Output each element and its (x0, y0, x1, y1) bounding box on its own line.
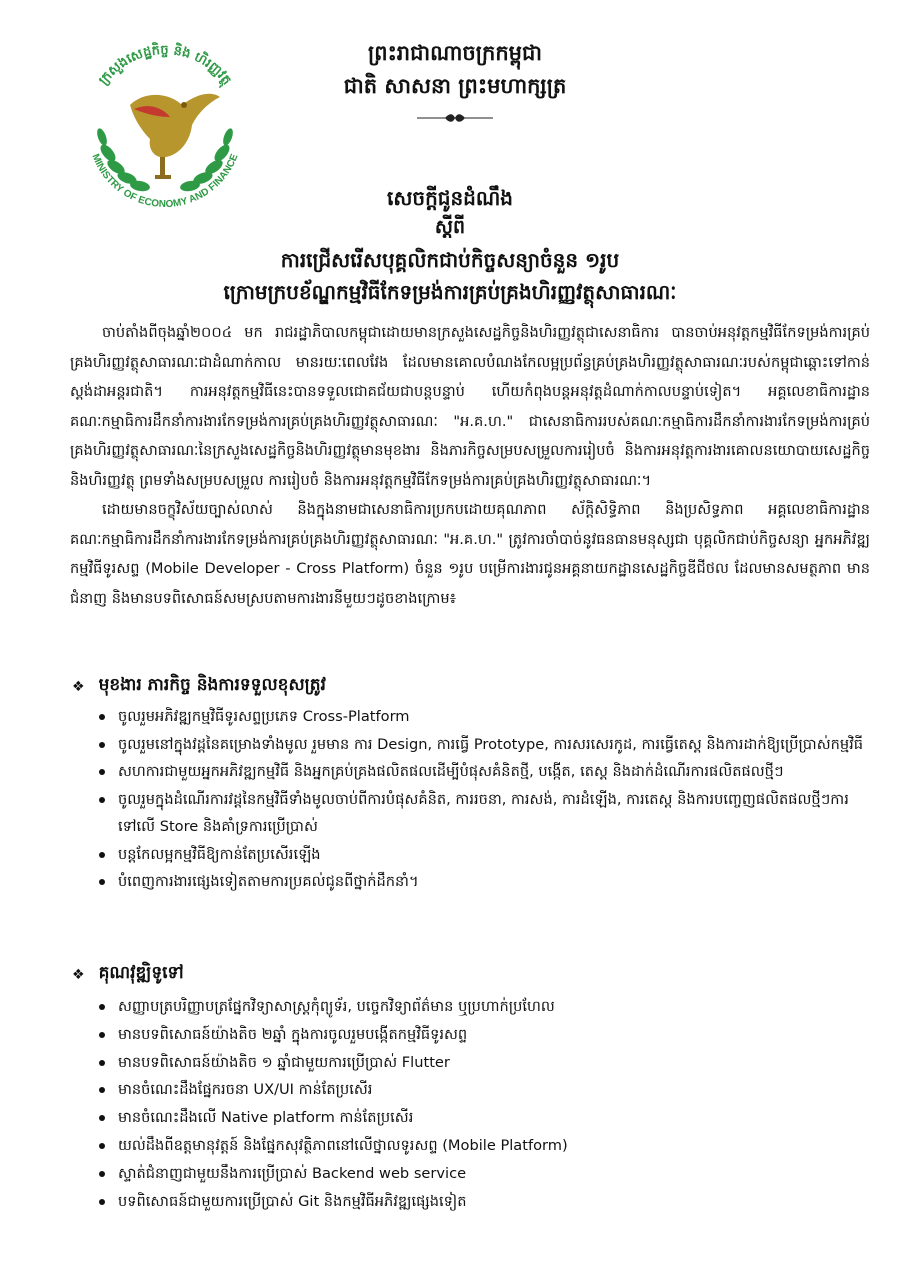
bird-emblem-icon (130, 94, 220, 179)
list-item: ចូលរួមអភិវឌ្ឍកម្មវិធីទូរសព្ទប្រភេទ Cross-Platform (96, 703, 876, 731)
kingdom-title: ព្រះរាជាណាចក្រកម្ពុជា (367, 41, 542, 65)
nation-motto: ជាតិ សាសនា ព្រះមហាក្សត្រ (343, 74, 567, 98)
list-item: ចូលរួមនៅក្នុងវដ្តនៃគម្រោងទាំងមូល រួមមាន ការ Design, ការធ្វើ Prototype, ការសរសេរកូដ, ការធ្វើតេស្ត និងការដាក់ឱ្យប្រើប្រាស់កម្មវិធី (96, 731, 876, 759)
logo-arc-text: ក្រសួងសេដ្ឋកិច្ច និង ហិរញ្ញវត្ថុ (96, 42, 234, 88)
list-item: មានបទពិសោធន៍យ៉ាងតិច ១ ឆ្នាំជាមួយការប្រើប្រាស់ Flutter (96, 1049, 876, 1077)
list-item: បន្តកែលម្អកម្មវិធីឱ្យកាន់តែប្រសើរឡើង (96, 841, 876, 869)
notice-body (70, 318, 870, 613)
section-heading-label: គុណវុឌ្ឍិទូទៅ (98, 963, 184, 983)
logo-ring-text: MINISTRY OF ECONOMY AND FINANCE (89, 152, 241, 211)
duties-list (96, 703, 876, 896)
notice-program: ក្រោមក្របខ័ណ្ឌកម្មវិធីកែទម្រង់ការគ្រប់គ្រងហិរញ្ញវត្ថុសាធារណៈ (223, 280, 677, 304)
list-item: មានបទពិសោធន៍យ៉ាងតិច ២ឆ្នាំ ក្នុងការចូលរួមបង្កើតកម្មវិធីទូរសព្ទ (96, 1021, 876, 1049)
intro-paragraph: ចាប់តាំងពីចុងឆ្នាំ២០០៤ មក រាជរដ្ឋាភិបាលកម្ពុជាដោយមានក្រសួងសេដ្ឋកិច្ចនិងហិរញ្ញវត្ថុជាសេនាធិការ បានចាប់អនុវត្តកម្មវិធីកែទម្រង់ការគ្រប់គ្រងហិរញ្ញវត្ថុសាធារណៈជាដំណាក់កាល មានរយៈពេលវែង ដែលមានគោលបំណងកែលម្អប្រព័ន្ធគ្រប់គ្រងហិរញ្ញវត្ថុសាធារណៈរបស់កម្ពុជាឆ្ពោះទៅកាន់ស្តង់ដាអន្តរជាតិ។ ការអនុវត្តកម្មវិធីនេះបានទទួលជោគជ័យជាបន្តបន្ទាប់ ហើយកំពុងបន្តអនុវត្តដំណាក់កាលបន្ទាប់ទៀត។ អគ្គលេខាធិការដ្ឋានគណៈកម្មាធិការដឹកនាំការងារកែទម្រង់ការគ្រប់គ្រងហិរញ្ញវត្ថុសាធារណៈ "អ.គ.ហ." ជាសេនាធិការរបស់គណៈកម្មាធិការដឹកនាំការងារកែទម្រង់ការគ្រប់គ្រងហិរញ្ញវត្ថុសាធារណៈនៃក្រសួងសេដ្ឋកិច្ចនិងហិរញ្ញវត្ថុមានមុខងារ និងភារកិច្ចសម្របសម្រួលការរៀបចំ និងការអនុវត្តការងារគោលនយោបាយសេដ្ឋកិច្ចនិងហិរញ្ញវត្ថុ ព្រមទាំងសម្របសម្រួល ការរៀបចំ និងការអនុវត្តកម្មវិធីកែទម្រង់ការគ្រប់គ្រងហិរញ្ញវត្ថុសាធារណៈ។ (70, 324, 870, 489)
list-item: ស្ទាត់ជំនាញជាមួយនឹងការប្រើប្រាស់ Backend web service (96, 1160, 876, 1188)
section-heading-label: មុខងារ ភារកិច្ច និងការទទួលខុសត្រូវ (98, 675, 326, 695)
notice-subject: ការជ្រើសរើសបុគ្គលិកជាប់កិច្ចសន្យាចំនួន ១រូប (280, 248, 620, 272)
list-item: យល់ដឹងពីឧត្តមានុវត្តន៍ និងផ្នែកសុវត្ថិភាពនៅលើថ្នាលទូរសព្ទ (Mobile Platform) (96, 1132, 876, 1160)
section-heading-duties (72, 674, 326, 699)
list-item: សហការជាមួយអ្នកអភិវឌ្ឍកម្មវិធី និងអ្នកគ្រប់គ្រងផលិតផលដើម្បីបំផុសគំនិតថ្មី, បង្កើត, តេស្ត និងដាក់ដំណើរការផលិតផលថ្មីៗ (96, 758, 876, 786)
list-item: បំពេញការងារផ្សេងទៀតតាមការប្រគល់ជូនពីថ្នាក់ដឹកនាំ។ (96, 868, 876, 896)
notice-subtitle-about: ស្តីពី (434, 216, 466, 238)
qualifications-list (96, 993, 876, 1215)
diamond-bullet-icon: ❖ (72, 966, 85, 983)
diamond-bullet-icon: ❖ (72, 678, 85, 695)
list-item: ចូលរួមក្នុងដំណើរការវដ្តនៃកម្មវិធីទាំងមូលចាប់ពីការបំផុសគំនិត, ការរចនា, ការសង់, ការដំឡើង, ការតេស្ត និងការបញ្ចេញផលិតផលថ្មីៗការទៅលើ Store និងគាំទ្រការប្រើប្រាស់ (96, 786, 876, 841)
list-item: បទពិសោធន៍ជាមួយការប្រើប្រាស់ Git និងកម្មវិធីអភិវឌ្ឍផ្សេងទៀត (96, 1188, 876, 1216)
recruitment-paragraph: ដោយមានចក្ខុវិស័យច្បាស់លាស់ និងក្នុងនាមជាសេនាធិការប្រកបដោយគុណភាព ស័ក្តិសិទ្ធិភាព និងប្រសិទ្ធភាព អគ្គលេខាធិការដ្ឋានគណៈកម្មាធិការដឹកនាំការងារកែទម្រង់ការគ្រប់គ្រងហិរញ្ញវត្ថុសាធារណៈ "អ.គ.ហ." ត្រូវការចាំបាច់នូវធនធានមនុស្សជា បុគ្គលិកជាប់កិច្ចសន្យា អ្នកអភិវឌ្ឍកម្មវិធីទូរសព្ទ (Mobile Developer - Cross Platform) ចំនួន ១រូប បម្រើការងារជូនអគ្គនាយកដ្ឋានសេដ្ឋកិច្ចឌីជីថល ដែលមានសមត្ថភាព មានជំនាញ និងមានបទពិសោធន៍សមស្របតាមការងារនីមួយៗដូចខាងក្រោម៖ (70, 501, 870, 607)
list-item: មានចំណេះដឹងលើ Native platform កាន់តែប្រសើរ (96, 1104, 876, 1132)
divider-ornament-icon (415, 112, 495, 124)
list-item: មានចំណេះដឹងផ្នែករចនា UX/UI កាន់តែប្រសើរ (96, 1076, 876, 1104)
list-item: សញ្ញាបត្របរិញ្ញាបត្រផ្នែកវិទ្យាសាស្ត្រកុំព្យូទ័រ, បច្ចេកវិទ្យាព័ត៌មាន ឬប្រហាក់ប្រហែល (96, 993, 876, 1021)
section-heading-qualifications (72, 962, 184, 987)
notice-title: សេចក្តីជូនដំណឹង (387, 186, 513, 210)
